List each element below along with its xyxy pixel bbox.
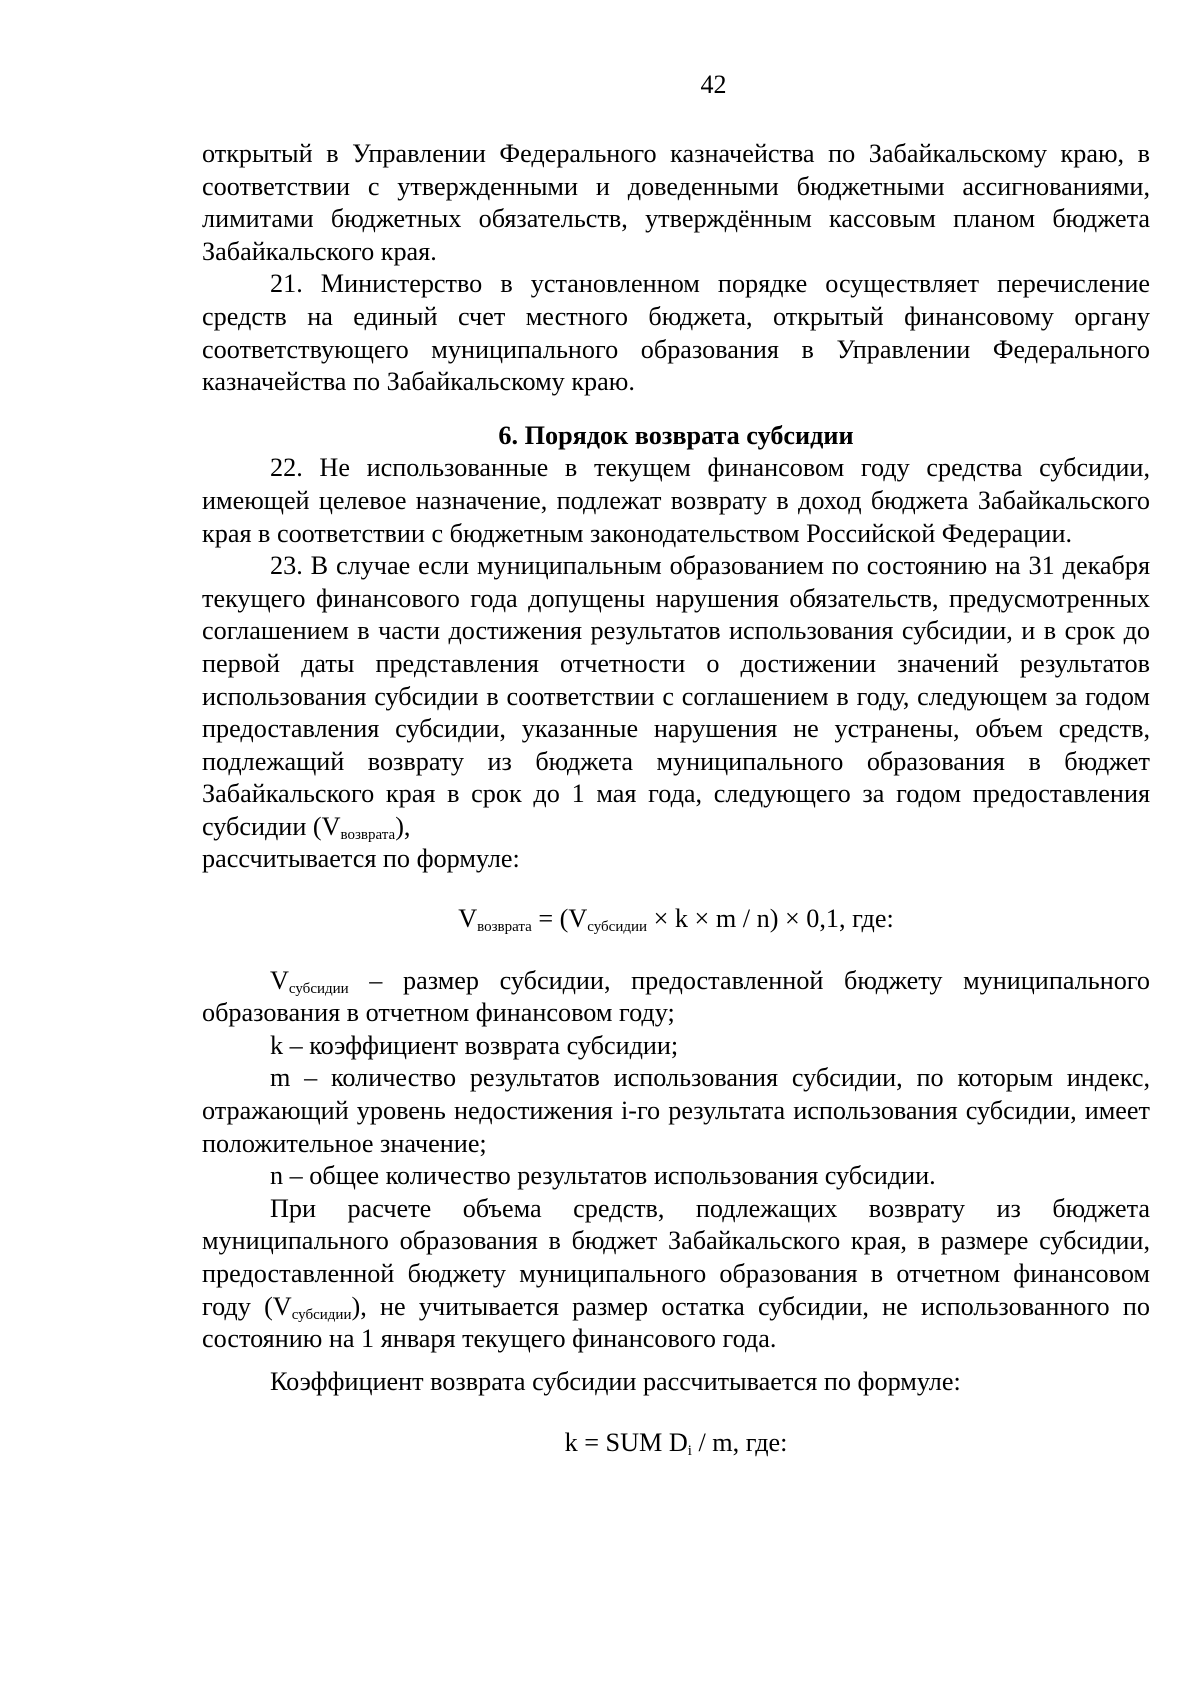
- page-content: [202, 138, 1150, 1460]
- formula-subsidy-subscript: субсидии: [587, 919, 648, 936]
- paragraph-23: [202, 550, 1150, 843]
- formula2-text-b: / m, где:: [691, 1428, 788, 1458]
- def-v-symbol: V: [270, 965, 289, 995]
- formula-v-subscript: возврата: [477, 919, 532, 936]
- section-heading: 6. Порядок возврата субсидии: [498, 420, 854, 450]
- paragraph-23-tail: ),: [395, 811, 411, 841]
- definition-n: n – общее количество результатов использования субсидии.: [270, 1161, 936, 1191]
- paragraph-23-text: 23. В случае если муниципальным образованием по состоянию на 31 декабря текущего финансового года допущены нарушения обязательств, предусмотренных соглашением в части достижения результатов использования субсидии, и в срок до первой даты представления отчетности о достижении значений результатов использования субсидии в соответствии с соглашением в году, следующем за годом предоставления субсидии, указанные нарушения не устранены, объем средств, подлежащий возврату из бюджета муниципального образования в бюджет Забайкальского края в срок до 1 мая года, следующего за годом предоставления субсидии (V: [202, 551, 1150, 841]
- def-v-text: – размер субсидии, предоставленной бюджету муниципального образования в отчетном финансовом году;: [202, 965, 1150, 1028]
- paragraph-calculation: [202, 1193, 1150, 1356]
- paragraph-23-last-line: рассчитывается по формуле:: [202, 844, 520, 874]
- paragraph-coefficient: Коэффициент возврата субсидии рассчитывается по формуле:: [270, 1366, 961, 1396]
- formula2-text-a: k = SUM D: [564, 1428, 688, 1458]
- calc-text-b: ), не учитывается размер остатка субсидии, не использованного по состоянию на 1 января текущего финансового года.: [202, 1291, 1150, 1354]
- formula-coefficient: [202, 1427, 1150, 1460]
- formula2-subscript-i: i: [687, 1443, 692, 1460]
- calc-text-a: При расчете объема средств, подлежащих возврату из бюджета муниципального образования в бюджет Забайкальского края, в размере субсидии, предоставленной бюджету муниципального образования в отчетном финансовом году (V: [202, 1193, 1150, 1321]
- paragraph-22: 22. Не использованные в текущем финансовом году средства субсидии, имеющей целевое назначение, подлежат возврату в доход бюджета Забайкальского края в соответствии с бюджетным законодательством Российской Федерации.: [202, 453, 1150, 548]
- definition-m: m – количество результатов использования субсидии, по которым индекс, отражающий уровень недостижения i-го результата использования субсидии, имеет положительное значение;: [202, 1063, 1150, 1158]
- v-return-subscript: возврата: [340, 826, 396, 843]
- page-number: 42: [700, 70, 727, 99]
- definition-v-subsidy: [202, 965, 1150, 1030]
- definition-k: k – коэффициент возврата субсидии;: [270, 1030, 679, 1060]
- formula-eq-open: = (V: [531, 904, 588, 934]
- formula-return-volume: [202, 903, 1150, 936]
- formula-v: V: [458, 904, 478, 934]
- formula-rest: × k × m / n) × 0,1, где:: [647, 904, 894, 934]
- calc-subsidy-subscript: субсидии: [291, 1306, 352, 1323]
- paragraph-21: 21. Министерство в установленном порядке осуществляет перечисление средств на единый счет местного бюджета, открытый финансовому органу соответствующего муниципального образования в Управлении Федерального казначейства по Забайкальскому краю.: [202, 269, 1150, 397]
- paragraph-continuation: открытый в Управлении Федерального казначейства по Забайкальскому краю, в соответствии с утвержденными и доведенными бюджетными ассигнованиями, лимитами бюджетных обязательств, утверждённым кассовым планом бюджета Забайкальского края.: [202, 139, 1150, 266]
- def-v-subscript: субсидии: [288, 980, 349, 997]
